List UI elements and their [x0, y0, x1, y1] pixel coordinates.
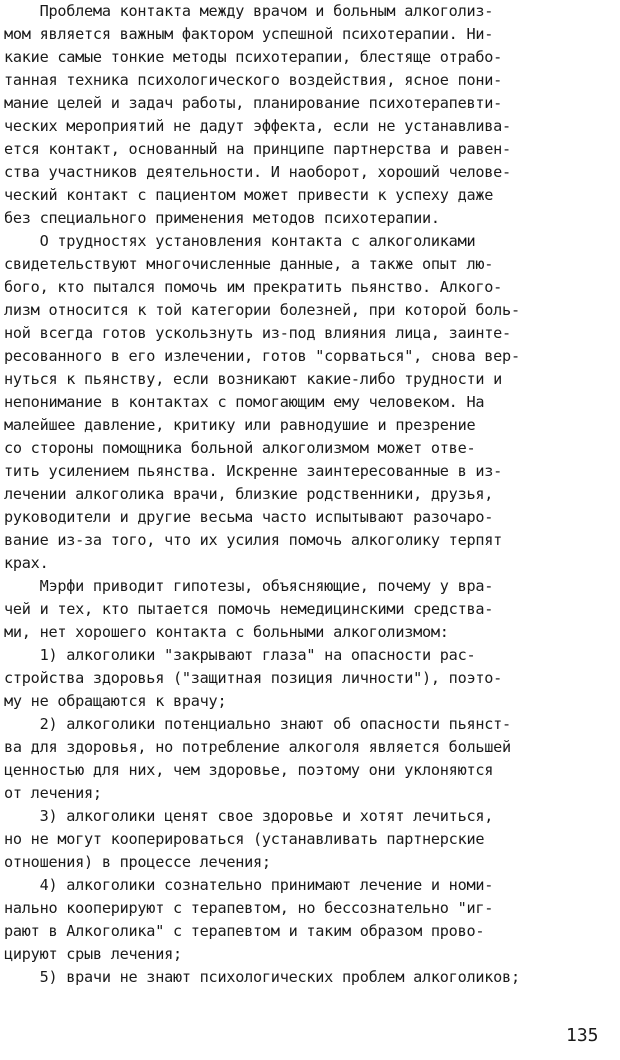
- text-line: нуться к пьянству, если возникают какие-либо трудности и: [4, 370, 503, 388]
- text-line: 2) алкоголики потенциально знают об опасности пьянст-: [4, 715, 511, 733]
- text-line: руководители и другие весьма часто испытывают разочаро-: [4, 508, 494, 526]
- text-line: мание целей и задач работы, планирование психотерапевти-: [4, 94, 503, 112]
- text-line: мом является важным фактором успешной психотерапии. Ни-: [4, 25, 494, 43]
- text-line: 4) алкоголики сознательно принимают лечение и номи-: [4, 876, 494, 894]
- text-line: ческих мероприятий не дадут эффекта, если не устанавлива-: [4, 117, 511, 135]
- text-line: 3) алкоголики ценят свое здоровье и хотят лечиться,: [4, 807, 494, 825]
- text-line: но не могут кооперироваться (устанавливать партнерские: [4, 830, 485, 848]
- text-line: со стороны помощника больной алкоголизмом может отве-: [4, 439, 476, 457]
- text-line: крах.: [4, 554, 49, 572]
- text-line: ресованного в его излечении, готов "сорваться", снова вер-: [4, 347, 520, 365]
- text-line: малейшее давление, критику или равнодушие и презрение: [4, 416, 476, 434]
- text-line: ства участников деятельности. И наоборот, хороший челове-: [4, 163, 511, 181]
- text-line: ценностью для них, чем здоровье, поэтому они уклоняются: [4, 761, 494, 779]
- text-line: тить усилением пьянства. Искренне заинтересованные в из-: [4, 462, 503, 480]
- text-line: ческий контакт с пациентом может привести к успеху даже: [4, 186, 494, 204]
- text-line: какие самые тонкие методы психотерапии, блестяще отрабо-: [4, 48, 503, 66]
- text-line: ва для здоровья, но потребление алкоголя является большей: [4, 738, 511, 756]
- text-line: О трудностях установления контакта с алкоголиками: [4, 232, 476, 250]
- text-line: рают в Алкоголика" с терапевтом и таким образом прово-: [4, 922, 485, 940]
- text-line: ми, нет хорошего контакта с больными алкоголизмом:: [4, 623, 449, 641]
- text-line: му не обращаются к врачу;: [4, 692, 227, 710]
- text-line: отношения) в процессе лечения;: [4, 853, 271, 871]
- text-line: 1) алкоголики "закрывают глаза" на опасности рас-: [4, 646, 476, 664]
- text-line: свидетельствуют многочисленные данные, а также опыт лю-: [4, 255, 494, 273]
- text-line: лечении алкоголика врачи, близкие родственники, друзья,: [4, 485, 494, 503]
- text-line: без специального применения методов психотерапии.: [4, 209, 440, 227]
- text-line: бого, кто пытался помочь им прекратить пьянство. Алкого-: [4, 278, 503, 296]
- text-line: чей и тех, кто пытается помочь немедицинскими средства-: [4, 600, 494, 618]
- text-line: стройства здоровья ("защитная позиция личности"), поэто-: [4, 669, 503, 687]
- text-line: 5) врачи не знают психологических проблем алкоголиков;: [4, 968, 520, 986]
- text-line: Мэрфи приводит гипотезы, объясняющие, почему у вра-: [4, 577, 494, 595]
- text-line: нально кооперируют с терапевтом, но бессознательно "иг-: [4, 899, 494, 917]
- text-line: от лечения;: [4, 784, 102, 802]
- text-line: лизм относится к той категории болезней, при которой боль-: [4, 301, 520, 319]
- text-line: вание из-за того, что их усилия помочь алкоголику терпят: [4, 531, 503, 549]
- text-line: ется контакт, основанный на принципе партнерства и равен-: [4, 140, 511, 158]
- page-number: 135: [566, 1025, 599, 1046]
- page-text: [4, 0, 608, 989]
- text-line: непонимание в контактах с помогающим ему человеком. На: [4, 393, 485, 411]
- text-line: танная техника психологического воздействия, ясное пони-: [4, 71, 503, 89]
- text-line: ной всегда готов ускользнуть из-под влияния лица, заинте-: [4, 324, 511, 342]
- text-line: Проблема контакта между врачом и больным алкоголиз-: [4, 2, 494, 20]
- text-line: цируют срыв лечения;: [4, 945, 182, 963]
